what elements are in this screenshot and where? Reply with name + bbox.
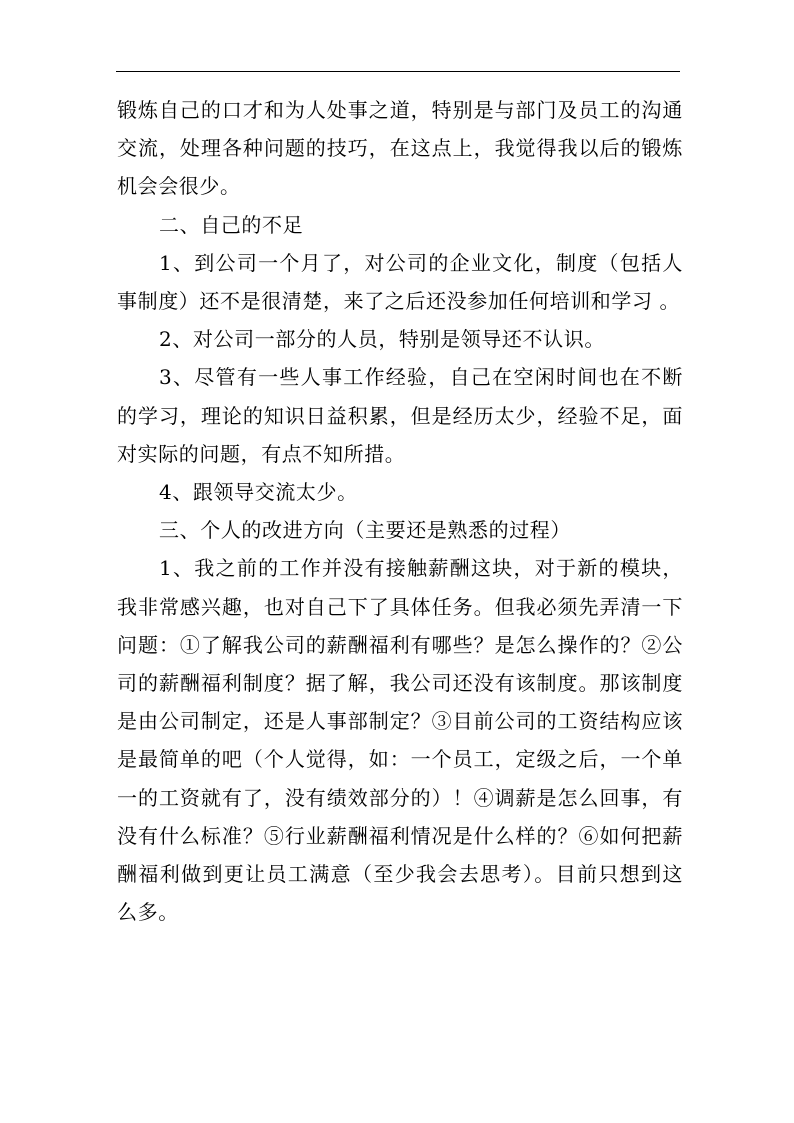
paragraph-shortcoming-1: 1、到公司一个月了，对公司的企业文化，制度（包括人事制度）还不是很清楚，来了之后还没参加任何培训和学习 。 (117, 250, 683, 314)
paragraph-shortcoming-3: 3、尽管有一些人事工作经验，自己在空闲时间也在不断的学习，理论的知识日益积累，但是经历太少，经验不足，面对实际的问题，有点不知所措。 (117, 365, 683, 466)
paragraph-shortcoming-2: 2、对公司一部分的人员，特别是领导还不认识。 (159, 327, 605, 352)
document-body (117, 91, 683, 931)
section-heading-shortcomings: 二、自己的不足 (159, 212, 304, 237)
header-rule (116, 71, 680, 72)
section-heading-improvement: 三、个人的改进方向（主要还是熟悉的过程） (159, 518, 571, 543)
paragraph-shortcoming-4: 4、跟领导交流太少。 (159, 480, 358, 505)
paragraph-1: 锻炼自己的口才和为人处事之道，特别是与部门及员工的沟通交流，处理各种问题的技巧，在这点上，我觉得我以后的锻炼机会会很少。 (117, 98, 683, 199)
paragraph-improvement-1: 1、我之前的工作并没有接触薪酬这块，对于新的模块，我非常感兴趣，也对自己下了具体任务。但我必须先弄清一下问题：①了解我公司的薪酬福利有哪些？是怎么操作的？②公司的薪酬福利制度？据了解，我公司还没有该制度。那该制度是由公司制定，还是人事部制定？③目前公司的工资结构应该是最简单的吧（个人觉得，如：一个员工，定级之后，一个单一的工资就有了，没有绩效部分的）！④调薪是怎么回事，有没有什么标准？⑤行业薪酬福利情况是什么样的？⑥如何把薪酬福利做到更让员工满意（至少我会去思考）。目前只想到这么多。 (117, 556, 683, 925)
